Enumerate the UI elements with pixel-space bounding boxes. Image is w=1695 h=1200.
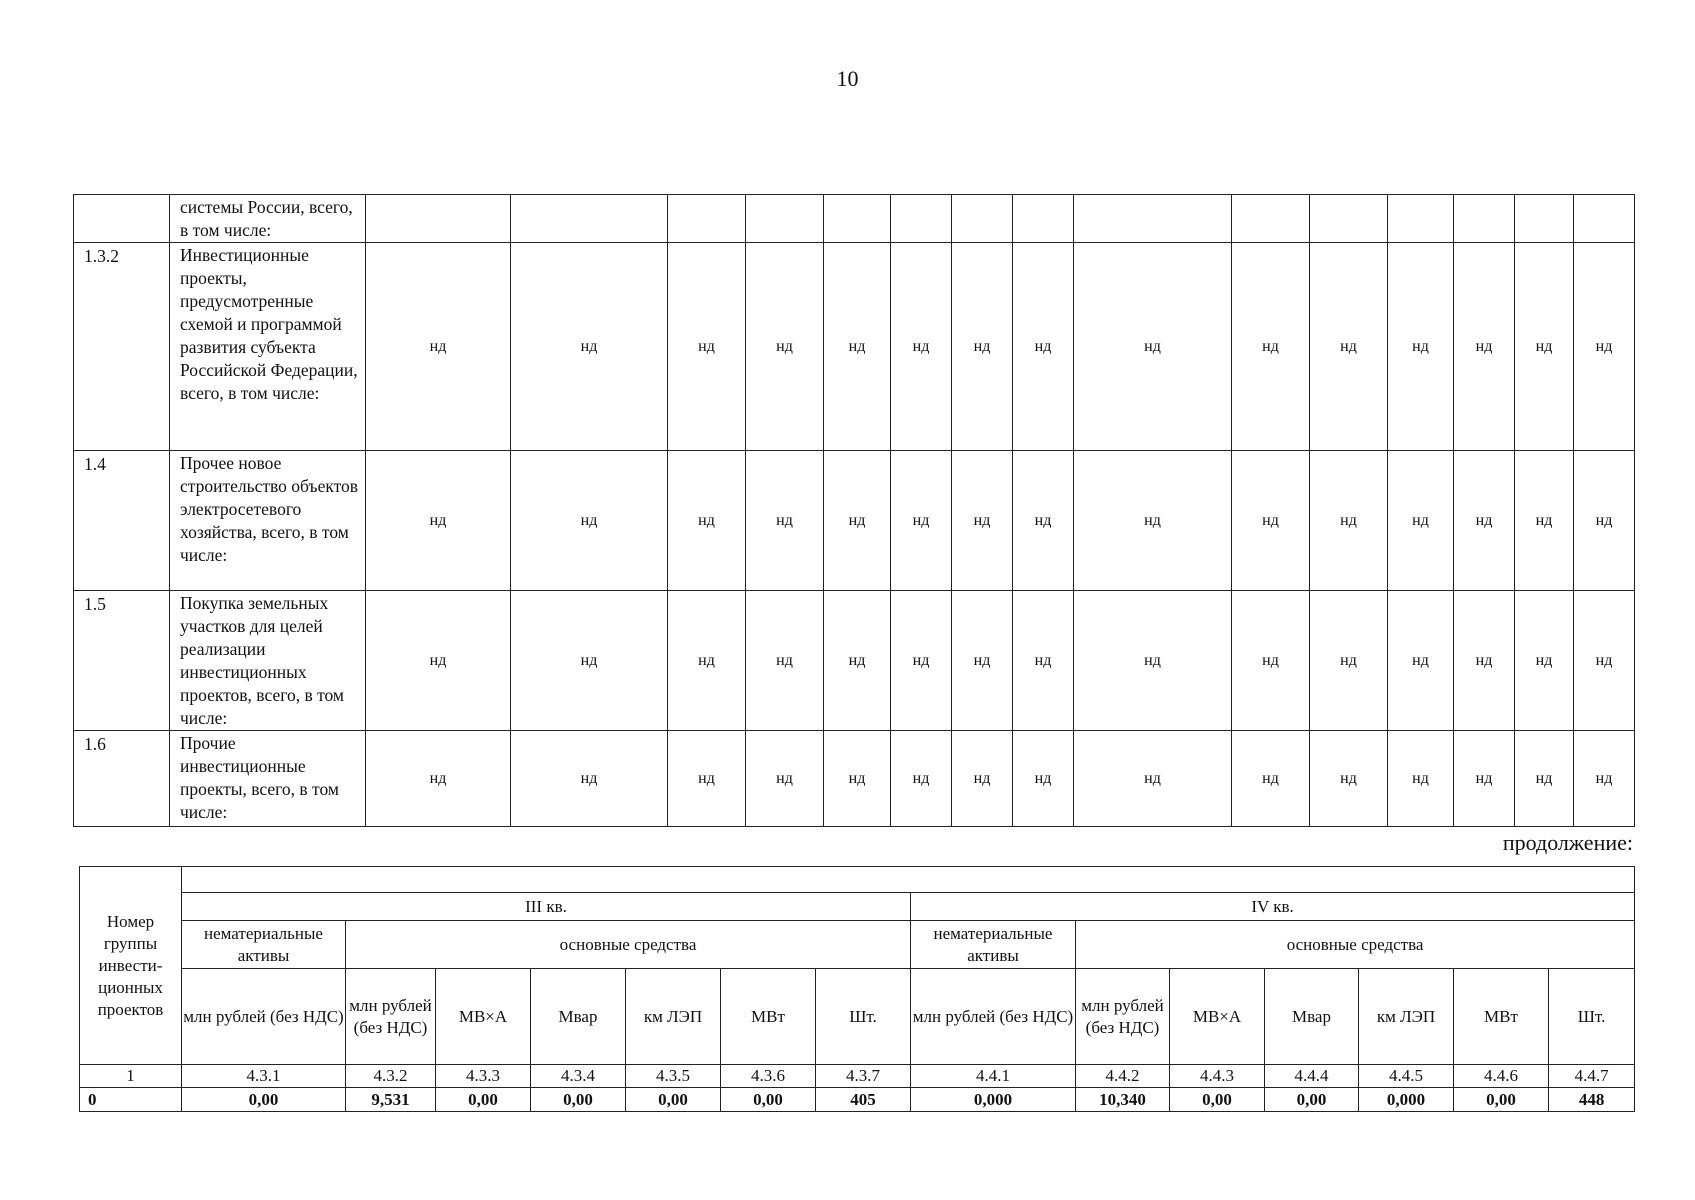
index-cell: 4.3.4 [531, 1065, 626, 1088]
row-value: нд [1310, 243, 1388, 451]
row-value: нд [891, 243, 952, 451]
index-cell: 4.3.3 [436, 1065, 531, 1088]
row-value: нд [1232, 591, 1310, 731]
row-value: нд [1232, 731, 1310, 827]
row-value: нд [824, 731, 891, 827]
q3-unit-km: км ЛЭП [626, 969, 721, 1065]
index-cell: 4.4.6 [1454, 1065, 1549, 1088]
total-cell: 10,340 [1076, 1088, 1170, 1112]
row-value: нд [1074, 243, 1232, 451]
total-cell: 0,00 [1170, 1088, 1265, 1112]
total-row [80, 1088, 1635, 1112]
q4-unit-mw: МВт [1454, 969, 1549, 1065]
row-value: нд [824, 591, 891, 731]
row-value: нд [1310, 451, 1388, 591]
investment-table-bottom [79, 866, 1635, 1112]
row-code: 1.6 [74, 731, 170, 827]
index-cell: 4.3.1 [182, 1065, 346, 1088]
index-row [80, 1065, 1635, 1088]
row-value [1515, 195, 1574, 243]
row-name: Покупка земельных участков для целей реализации инвестиционных проектов, всего, в том числе: [170, 591, 366, 731]
q3-unit-rub: млн рублей (без НДС) [346, 969, 436, 1065]
row-value [824, 195, 891, 243]
row-code: 1.4 [74, 451, 170, 591]
total-cell: 9,531 [346, 1088, 436, 1112]
row-value: нд [746, 731, 824, 827]
row-value: нд [952, 731, 1013, 827]
row-value [1232, 195, 1310, 243]
row-value: нд [1388, 591, 1454, 731]
investment-table-top [73, 194, 1635, 827]
row-value: нд [668, 451, 746, 591]
row-value: нд [511, 591, 668, 731]
row-value: нд [952, 243, 1013, 451]
index-cell: 4.4.3 [1170, 1065, 1265, 1088]
row-value [1310, 195, 1388, 243]
row-value: нд [1074, 731, 1232, 827]
row-value: нд [1574, 243, 1635, 451]
row-value: нд [746, 591, 824, 731]
row-value: нд [1454, 591, 1515, 731]
index-cell: 4.4.4 [1265, 1065, 1359, 1088]
row-value: нд [1515, 731, 1574, 827]
row-value: нд [824, 243, 891, 451]
row-value [1013, 195, 1074, 243]
total-cell: 0,00 [1454, 1088, 1549, 1112]
q3-unit-intangible: млн рублей (без НДС) [182, 969, 346, 1065]
q3-intangible-header: нематериальные активы [182, 921, 346, 969]
q4-unit-pcs: Шт. [1549, 969, 1635, 1065]
q3-unit-pcs: Шт. [816, 969, 911, 1065]
q3-unit-mw: МВт [721, 969, 816, 1065]
q3-unit-mvar: Мвар [531, 969, 626, 1065]
row-name: Прочее новое строительство объектов электросетевого хозяйства, всего, в том числе: [170, 451, 366, 591]
total-cell: 405 [816, 1088, 911, 1112]
row-value: нд [824, 451, 891, 591]
index-cell: 4.4.1 [911, 1065, 1076, 1088]
row-code: 1.3.2 [74, 243, 170, 451]
total-cell: 0,00 [182, 1088, 346, 1112]
table-row [74, 731, 1635, 827]
row-value [1454, 195, 1515, 243]
row-value [952, 195, 1013, 243]
table-row [74, 451, 1635, 591]
quarter-4-header: IV кв. [911, 893, 1635, 921]
row-value: нд [511, 451, 668, 591]
row-value [366, 195, 511, 243]
row-value: нд [1232, 451, 1310, 591]
row-value: нд [1310, 591, 1388, 731]
index-cell: 4.4.5 [1359, 1065, 1454, 1088]
index-cell: 4.3.2 [346, 1065, 436, 1088]
q3-fixed-assets-header: основные средства [346, 921, 911, 969]
row-value: нд [1388, 451, 1454, 591]
row-value: нд [891, 591, 952, 731]
row-value: нд [366, 451, 511, 591]
total-cell: 0,00 [721, 1088, 816, 1112]
table-row [74, 591, 1635, 731]
row-value: нд [746, 451, 824, 591]
row-value: нд [511, 731, 668, 827]
row-value: нд [1574, 451, 1635, 591]
total-cell: 0,00 [1265, 1088, 1359, 1112]
total-cell: 0,00 [531, 1088, 626, 1112]
page-number: 10 [836, 66, 859, 91]
row-value: нд [952, 591, 1013, 731]
row-code [74, 195, 170, 243]
total-cell: 0,00 [436, 1088, 531, 1112]
row-value: нд [1574, 731, 1635, 827]
row-value [1574, 195, 1635, 243]
row-value: нд [1013, 243, 1074, 451]
total-cell: 0,00 [626, 1088, 721, 1112]
index-cell: 4.3.5 [626, 1065, 721, 1088]
continuation-label: продолжение: [1502, 830, 1633, 855]
total-cell: 0,000 [911, 1088, 1076, 1112]
quarter-3-header: III кв. [182, 893, 911, 921]
q3-unit-mva: МВ×А [436, 969, 531, 1065]
row-value: нд [1574, 591, 1635, 731]
row-value: нд [511, 243, 668, 451]
index-cell: 4.3.6 [721, 1065, 816, 1088]
row-name: системы России, всего, в том числе: [170, 195, 366, 243]
row-value: нд [668, 731, 746, 827]
row-value: нд [952, 451, 1013, 591]
row-name: Инвестиционные проекты, предусмотренные схемой и программой развития субъекта Российской Федерации, всего, в том числе: [170, 243, 366, 451]
row-value: нд [1310, 731, 1388, 827]
table-row [74, 243, 1635, 451]
row-value [511, 195, 668, 243]
table-row [74, 195, 1635, 243]
row-value: нд [1454, 451, 1515, 591]
index-cell: 4.4.7 [1549, 1065, 1635, 1088]
row-value: нд [891, 451, 952, 591]
row-value: нд [1013, 731, 1074, 827]
q4-unit-km: км ЛЭП [1359, 969, 1454, 1065]
q4-unit-mvar: Мвар [1265, 969, 1359, 1065]
header-blank-row [182, 867, 1635, 893]
row-value: нд [668, 243, 746, 451]
row-value: нд [1515, 243, 1574, 451]
row-value: нд [366, 243, 511, 451]
row-value: нд [1232, 243, 1310, 451]
row-name: Прочие инвестиционные проекты, всего, в том числе: [170, 731, 366, 827]
total-cell: 448 [1549, 1088, 1635, 1112]
total-cell: 0,000 [1359, 1088, 1454, 1112]
index-cell: 1 [80, 1065, 182, 1088]
row-value: нд [891, 731, 952, 827]
row-value: нд [668, 591, 746, 731]
row-value [891, 195, 952, 243]
row-value: нд [366, 731, 511, 827]
row-value [1388, 195, 1454, 243]
row-value: нд [1454, 243, 1515, 451]
row-value: нд [1515, 451, 1574, 591]
index-cell: 4.4.2 [1076, 1065, 1170, 1088]
row-value: нд [1074, 451, 1232, 591]
row-value: нд [1074, 591, 1232, 731]
row-value [1074, 195, 1232, 243]
q4-unit-rub: млн рублей (без НДС) [1076, 969, 1170, 1065]
q4-fixed-assets-header: основные средства [1076, 921, 1635, 969]
q4-unit-intangible: млн рублей (без НДС) [911, 969, 1076, 1065]
row-value [668, 195, 746, 243]
row-value [746, 195, 824, 243]
row-value: нд [1388, 243, 1454, 451]
row-value: нд [1013, 591, 1074, 731]
row-value: нд [1515, 591, 1574, 731]
row-value: нд [1388, 731, 1454, 827]
q4-intangible-header: нематериальные активы [911, 921, 1076, 969]
q4-unit-mva: МВ×А [1170, 969, 1265, 1065]
row-code: 1.5 [74, 591, 170, 731]
row-value: нд [746, 243, 824, 451]
index-cell: 4.3.7 [816, 1065, 911, 1088]
row-value: нд [1454, 731, 1515, 827]
row-value: нд [366, 591, 511, 731]
group-number-header: Номер группы инвести-ционных проектов [80, 867, 182, 1065]
row-value: нд [1013, 451, 1074, 591]
total-cell: 0 [80, 1088, 182, 1112]
